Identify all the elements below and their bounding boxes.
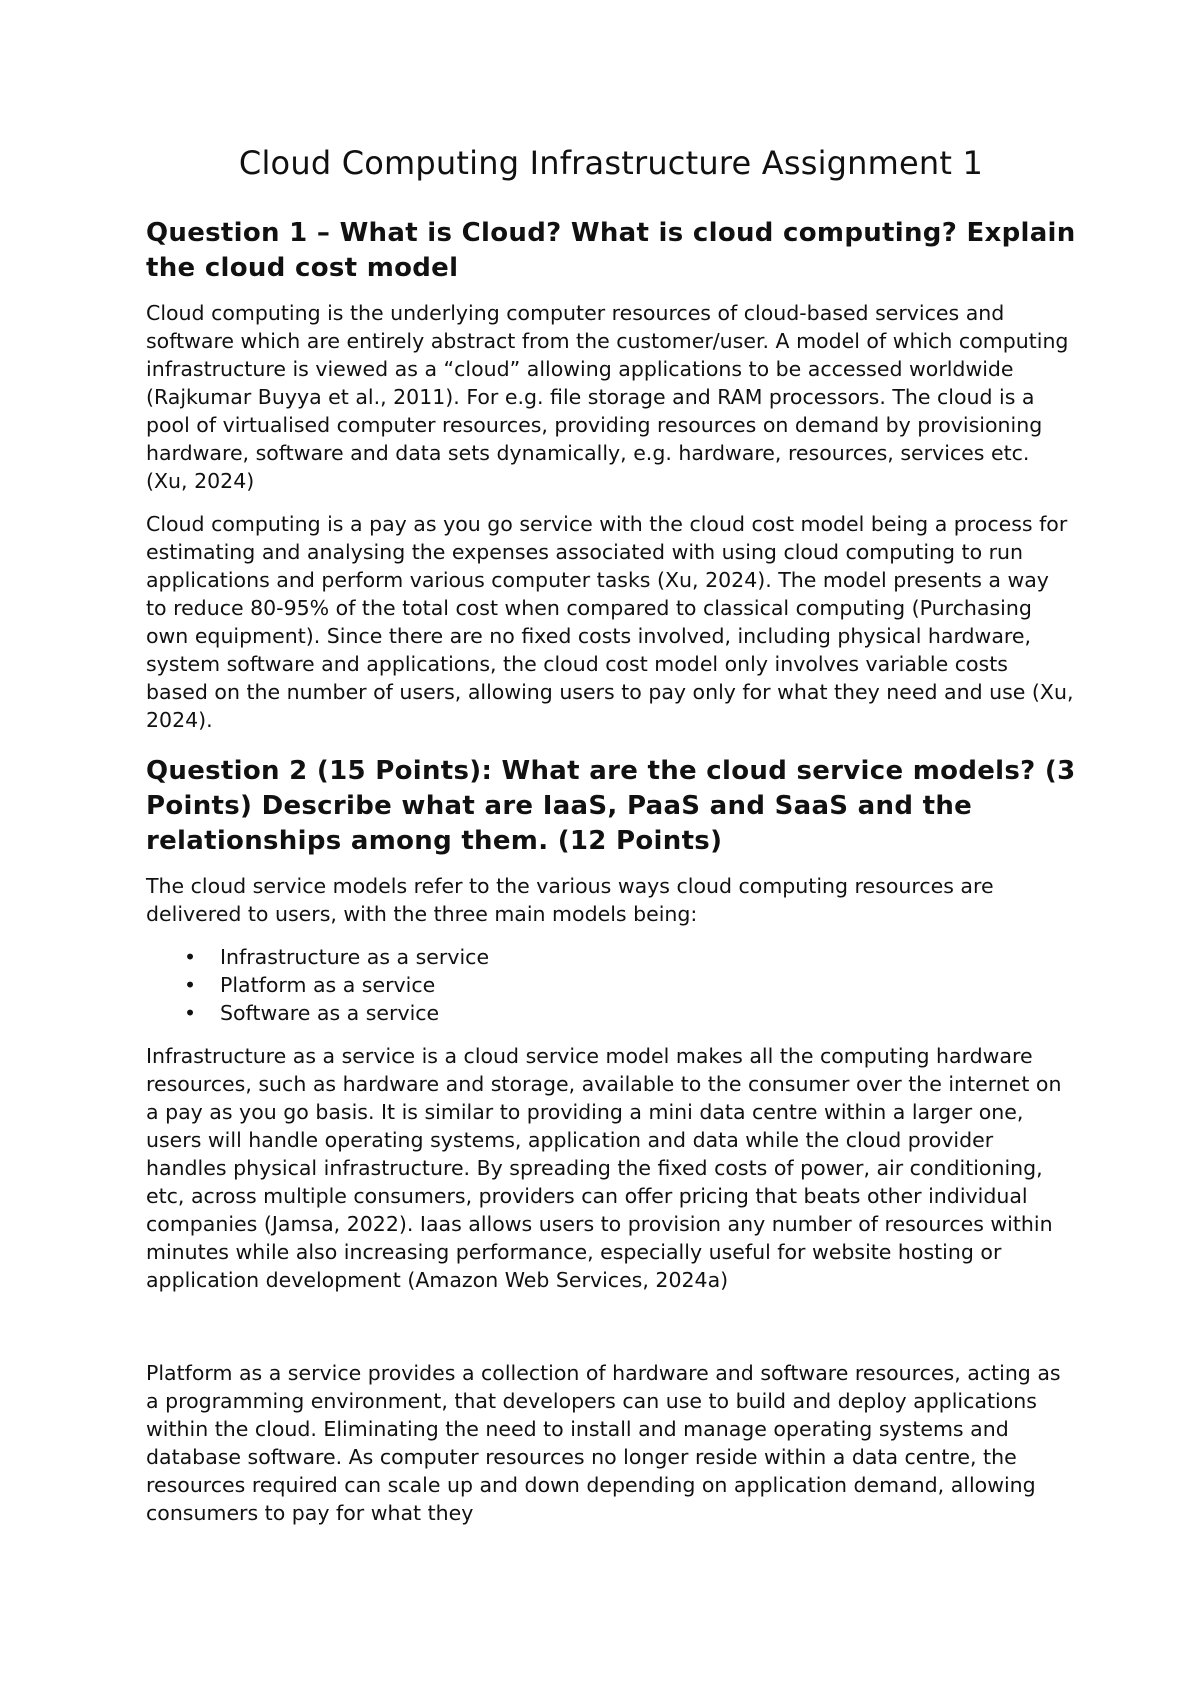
list-item [146,971,1076,999]
question-1-paragraph-1: Cloud computing is the underlying computer resources of cloud-based services and software which are entirely abstract from the customer/user. A model of which computing infrastructure is viewed as a “cloud” allowing applications to be accessed worldwide (Rajkumar Buyya et al., 2011). For e.g. file storage and RAM processors. The cloud is a pool of virtualised computer resources, providing resources on demand by provisioning hardware, software and data sets dynamically, e.g. hardware, resources, services etc. (Xu, 2024) [146,301,1069,493]
list-item [146,943,1076,971]
question-1-section [146,216,1076,734]
document-title: Cloud Computing Infrastructure Assignment 1 [238,144,984,182]
paragraph-spacer [146,1309,1076,1359]
bullet-icon: • [184,973,197,997]
document-page [146,142,1076,1542]
list-item-label: Platform as a service [220,973,436,997]
question-2-heading: Question 2 (15 Points): What are the cloud service models? (3 Points) Describe what are IaaS, PaaS and SaaS and the relationships among them. (12 Points) [146,756,1076,856]
question-2-intro: The cloud service models refer to the various ways cloud computing resources are delivered to users, with the three main models being: [146,874,994,926]
bullet-icon: • [184,1001,197,1025]
list-item [146,999,1076,1027]
list-item-label: Infrastructure as a service [220,945,490,969]
bullet-icon: • [184,945,197,969]
paas-paragraph: Platform as a service provides a collection of hardware and software resources, acting as a programming environment, that developers can use to build and deploy applications within the cloud. Eliminating the need to install and manage operating systems and database software. As computer resources no longer reside within a data centre, the resources required can scale up and down depending on application demand, allowing consumers to pay for what they [146,1361,1061,1525]
service-models-list [146,943,1076,1027]
list-item-label: Software as a service [220,1001,440,1025]
question-2-section [146,754,1076,1527]
question-1-paragraph-2: Cloud computing is a pay as you go service with the cloud cost model being a process for estimating and analysing the expenses associated with using cloud computing to run applications and perform various computer tasks (Xu, 2024). The model presents a way to reduce 80-95% of the total cost when compared to classical computing (Purchasing own equipment). Since there are no fixed costs involved, including physical hardware, system software and applications, the cloud cost model only involves variable costs based on the number of users, allowing users to pay only for what they need and use (Xu, 2024). [146,512,1074,732]
question-1-heading: Question 1 – What is Cloud? What is cloud computing? Explain the cloud cost model [146,218,1076,283]
iaas-paragraph: Infrastructure as a service is a cloud service model makes all the computing hardware resources, such as hardware and storage, available to the consumer over the internet on a pay as you go basis. It is similar to providing a mini data centre within a larger one, users will handle operating systems, application and data while the cloud provider handles physical infrastructure. By spreading the fixed costs of power, air conditioning, etc, across multiple consumers, providers can offer pricing that beats other individual companies (Jamsa, 2022). Iaas allows users to provision any number of resources within minutes while also increasing performance, especially useful for website hosting or application development (Amazon Web Services, 2024a) [146,1044,1062,1292]
